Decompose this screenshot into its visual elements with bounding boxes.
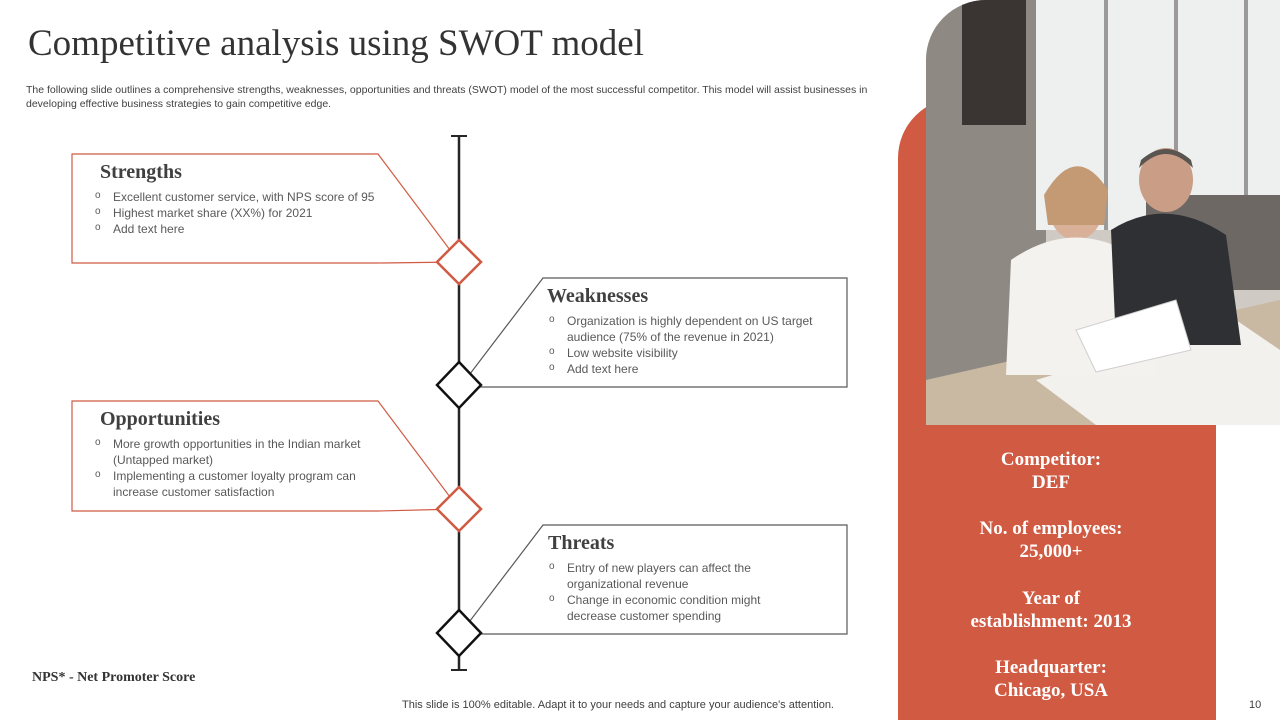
strengths-title: Strengths — [100, 161, 182, 183]
footer-note: This slide is 100% editable. Adapt it to your needs and capture your audience's attention. — [402, 699, 834, 711]
list-item: o More growth opportunities in the Indian market (Untapped market) — [95, 436, 365, 468]
headquarter-label: Headquarter: — [995, 657, 1107, 678]
established-label: Year of — [1021, 588, 1081, 609]
strengths-list — [95, 189, 380, 237]
page-number: 10 — [1249, 699, 1262, 711]
headquarter-value: Chicago, USA — [993, 680, 1108, 701]
established-value: establishment: 2013 — [970, 611, 1132, 632]
weaknesses-list — [549, 313, 839, 377]
list-item: o Excellent customer service, with NPS score of 95 — [95, 189, 380, 205]
weaknesses-title: Weaknesses — [547, 285, 649, 307]
list-item: o Highest market share (XX%) for 2021 — [95, 205, 380, 221]
opportunities-title: Opportunities — [100, 408, 221, 430]
list-item: o Change in economic condition might decrease customer spending — [549, 592, 799, 624]
footnote: NPS* - Net Promoter Score — [32, 670, 196, 685]
photo-illustration — [926, 0, 1280, 425]
office-photo — [926, 0, 1280, 425]
slide-title: Competitive analysis using SWOT model — [28, 23, 644, 64]
list-item: o Implementing a customer loyalty program can increase customer satisfaction — [95, 468, 365, 500]
list-item: o Add text here — [95, 221, 380, 237]
slide-subtitle: The following slide outlines a comprehensive strengths, weaknesses, opportunities and threats (SWOT) model of the most successful competitor. This model will assist businesses in developing effective business strategies to gain competitive edge. — [26, 84, 868, 110]
threats-list — [549, 560, 799, 624]
list-item: o Entry of new players can affect the organizational revenue — [549, 560, 799, 592]
competitor-label: Competitor: — [1000, 449, 1102, 470]
list-item: o Organization is highly dependent on US target audience (75% of the revenue in 2021) — [549, 313, 839, 345]
employees-label: No. of employees: — [979, 518, 1123, 539]
employees-value: 25,000+ — [1019, 541, 1083, 562]
threats-title: Threats — [548, 532, 615, 554]
opportunities-list — [95, 436, 365, 500]
competitor-value: DEF — [1032, 472, 1070, 493]
list-item: o Low website visibility — [549, 345, 839, 361]
list-item: o Add text here — [549, 361, 839, 377]
